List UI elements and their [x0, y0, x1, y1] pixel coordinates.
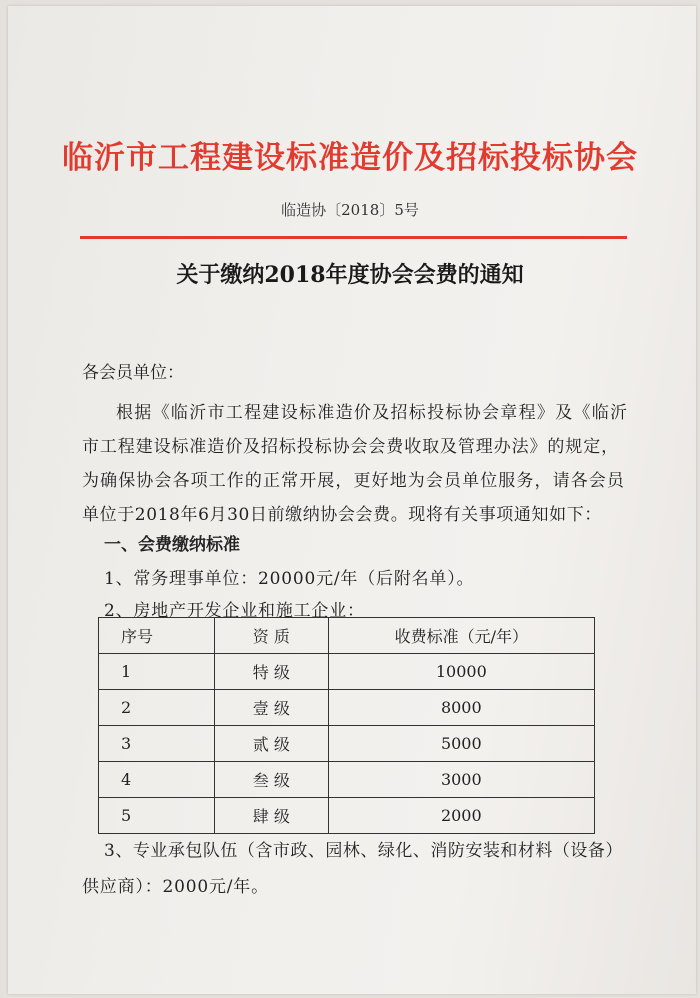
- paragraph-line-3: 为确保协会各项工作的正常开展，更好地为会员单位服务，请各会员: [82, 471, 625, 491]
- paragraph-line-2: 市工程建设标准造价及招标投标协会会费收取及管理办法》的规定，: [82, 437, 619, 457]
- header-qualification: 资 质: [215, 618, 329, 654]
- paragraph-line-4: 单位于2018年6月30日前缴纳协会会费。现将有关事项通知如下：: [82, 505, 602, 525]
- table-row: [99, 690, 595, 726]
- red-divider: [80, 236, 627, 239]
- fee-table: [98, 617, 595, 834]
- cell-grade: 叁 级: [215, 762, 329, 798]
- table-row: [99, 726, 595, 762]
- header-fee-standard: 收费标准（元/年）: [328, 618, 594, 654]
- cell-fee: 8000: [328, 690, 594, 726]
- table-header-row: [99, 618, 595, 654]
- table-row: [99, 798, 595, 834]
- section-heading-fee-standard: 一、会费缴纳标准: [104, 535, 240, 555]
- paragraph-line-1: 根据《临沂市工程建设标准造价及招标投标协会章程》及《临沂: [116, 403, 629, 423]
- cell-no: 1: [99, 654, 215, 690]
- cell-fee: 2000: [328, 798, 594, 834]
- cell-grade: 贰 级: [215, 726, 329, 762]
- table-row: [99, 654, 595, 690]
- notice-subject: 关于缴纳2018年度协会会费的通知: [176, 262, 524, 288]
- cell-fee: 3000: [328, 762, 594, 798]
- cell-fee: 10000: [328, 654, 594, 690]
- header-seq: 序号: [99, 618, 215, 654]
- org-title: 临沂市工程建设标准造价及招标投标协会: [62, 140, 638, 176]
- table-row: [99, 762, 595, 798]
- item-2: 2、房地产开发企业和施工企业：: [104, 601, 365, 621]
- item-3-line-1: 3、专业承包队伍（含市政、园林、绿化、消防安装和材料（设备）: [104, 841, 623, 861]
- item-1: 1、常务理事单位：20000元/年（后附名单）。: [104, 569, 475, 589]
- salutation: 各会员单位：: [82, 363, 184, 383]
- cell-no: 3: [99, 726, 215, 762]
- cell-no: 2: [99, 690, 215, 726]
- cell-no: 4: [99, 762, 215, 798]
- document-number: 临造协〔2018〕5号: [281, 201, 419, 219]
- cell-grade: 特 级: [215, 654, 329, 690]
- cell-grade: 肆 级: [215, 798, 329, 834]
- cell-no: 5: [99, 798, 215, 834]
- item-3-line-2: 供应商）：2000元/年。: [82, 877, 269, 897]
- cell-grade: 壹 级: [215, 690, 329, 726]
- cell-fee: 5000: [328, 726, 594, 762]
